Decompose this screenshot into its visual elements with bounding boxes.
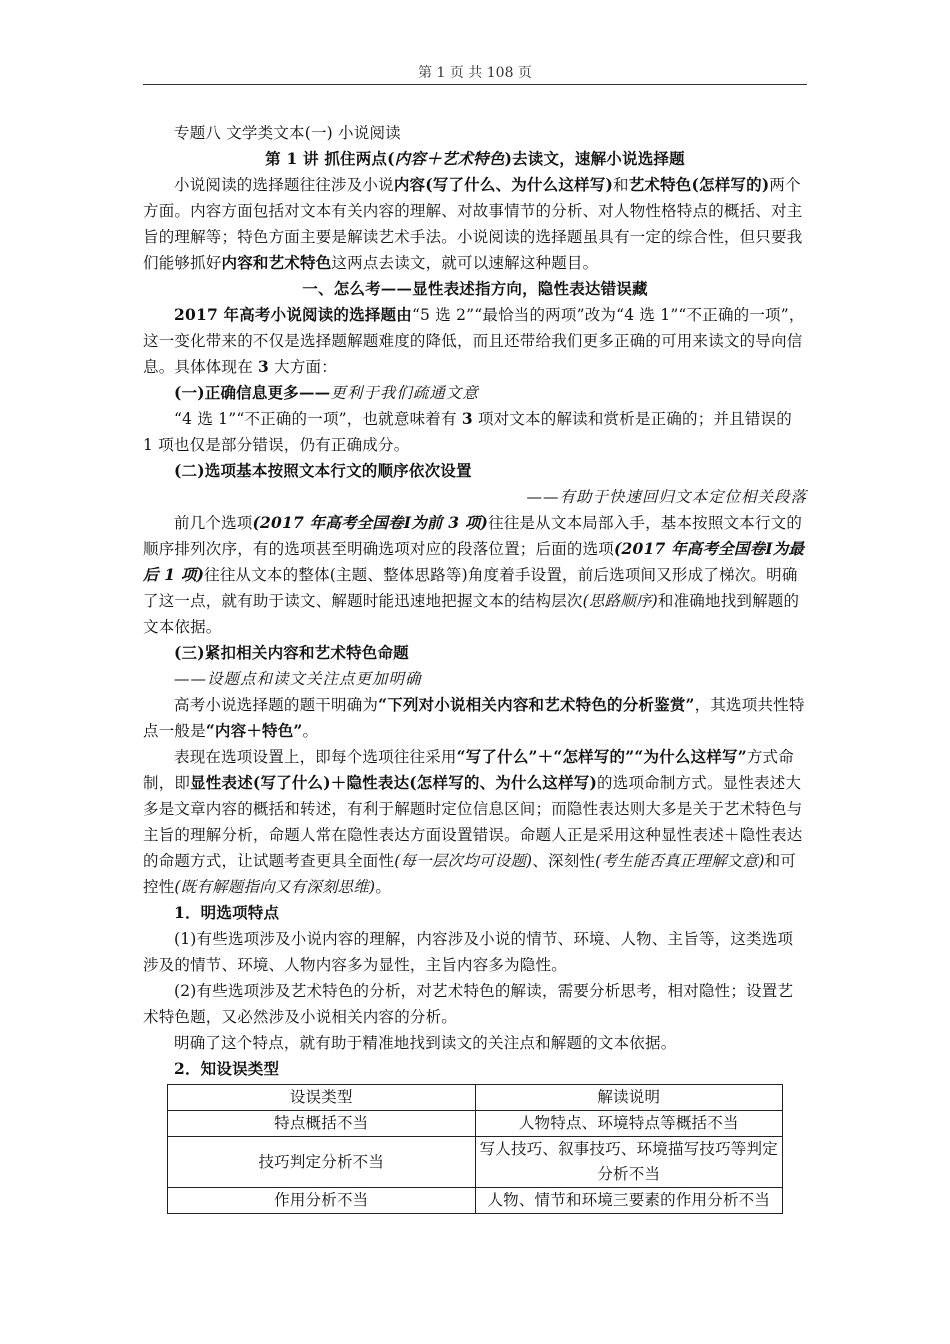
s3p2-j: (既有解题指向又有深刻思维) [174,878,376,896]
s3p2-i: 和可控性 [143,852,797,896]
s3p1-d: “内容＋特色” [205,721,303,740]
table-cell: 人物、情节和环境三要素的作用分析不当 [475,1188,783,1214]
p2017-e: 大方面： [269,358,337,376]
table-row [168,1137,783,1188]
s3p2-b: “写了什么”＋“怎样写的”“为什么这样写” [456,747,747,766]
s1-c: 项对文本的解读和赏析是正确的；并且错误的 1 项也仅是部分错误，仍有正确成分。 [143,410,792,454]
s2-g: 和准确地找到解题的文本依据。 [143,592,800,636]
intro-c: (写了什么、为什么这样写) [425,175,613,194]
p2017-a: 2017 年高考小说阅读的选择题由 [174,305,412,324]
intro-a: 小说阅读的选择题往往涉及小说 [174,176,394,194]
lecture-pre: 第 1 讲 抓住两点( [265,149,395,168]
intro-f: 两个方面。内容方面包括对文本有关内容的理解、对故事情节的分析、对人物性格特点的概括、对主旨的理解等；特色方面主要是解读艺术手法。小说阅读的选择题虽具有一定的综合性，但只要我们能够抓好 [143,176,803,272]
s2-e: 往往从文本的整体(主题、整体思路等)角度着手设置，前后选项间又形成了梯次。明确了这一点，就有助于读文、解题时能迅速地把握文本的结构层次 [143,566,798,610]
s3-paragraph-1 [143,692,807,744]
lecture-title [143,146,807,172]
s2-c: 往往是从文本局部入手，基本按照文本行文的顺序排列次序，有的选项甚至明确选项对应的段落位置；后面的选项 [143,514,803,558]
s3p2-d: 显性表述(写了什么)＋隐性表达(怎样写的、为什么这样写) [190,773,598,792]
intro-d: 和 [613,176,629,194]
s1-paragraph [143,406,807,458]
p2017-d: 3 [258,357,270,376]
s2-title: (二)选项基本按照文本行文的顺序依次设置 [174,461,472,480]
table-row [168,1111,783,1137]
intro-paragraph [143,172,807,276]
lecture-em: 内容＋艺术特色 [394,149,505,168]
s1-heading [143,380,807,406]
intro-e: 艺术特色(怎样写的) [628,175,770,194]
intro-h: 这两点去读文，就可以速解这种题目。 [331,254,599,272]
s3p1-e: 。 [302,722,319,740]
s3p2-a: 表现在选项设置上，即每个选项往往采用 [174,748,457,766]
error-type-table [167,1084,783,1214]
s2-sub: ——有助于快速回归文本定位相关段落 [526,488,807,506]
s3p1-c: ，其选项共性特点一般是 [143,696,805,740]
p2017-c: ，这一变化带来的不仅是选择题解题难度的降低，而且还带给我们更多正确的可用来读文的导向信息。具体体现在 [143,306,805,376]
s3p2-h: (考生能否真正理解文意) [595,852,765,870]
s3p1-b: “下列对小说相关内容和艺术特色的分析鉴赏” [378,695,695,714]
s1-b: 3 [461,409,473,428]
topic-title [143,120,807,146]
heading-2: 2．知设误类型 [174,1059,280,1078]
h1-paragraph-2: (2)有些选项涉及艺术特色的分析，对艺术特色的解读，需要分析思考，相对隐性；设置艺术特色题，又必然涉及小说相关内容的分析。 [143,982,794,1026]
p2017-b: “5 选 2”“最恰当的两项”改为“4 选 1”“不正确的一项” [411,306,789,324]
page-header: 第 1 页 共 108 页 [418,65,532,81]
s1-a: “4 选 1”“不正确的一项”，也就意味着有 [174,410,462,428]
table-cell: 写人技巧、叙事技巧、环境描写技巧等判定分析不当 [475,1137,783,1188]
table-cell: 技巧判定分析不当 [168,1137,476,1188]
s3-sub: ——设题点和读文关注点更加明确 [174,670,422,688]
s2-d: (2017 年高考全国卷Ⅰ为最后 1 项) [143,539,805,584]
s3p2-e: 的选项命制方式。显性表述大多是文章内容的概括和转述，有利于解题时定位信息区间；而隐性表达则大多是关于艺术特色与主旨的理解分析，命题人常在隐性表达方面设置错误。命题人正是采用这种显性表述＋隐性表达的命题方式，让试题考查更具全面性 [143,774,803,870]
s2-b: (2017 年高考全国卷Ⅰ为前 3 项) [252,513,489,532]
s3-paragraph-2 [143,744,807,900]
p2017-paragraph [143,302,807,380]
table-header-cell: 设误类型 [168,1085,476,1111]
table-cell: 人物特点、环境特点等概括不当 [475,1111,783,1137]
header-divider [143,84,807,85]
table-header-cell: 解读说明 [475,1085,783,1111]
s1-title: (一)正确信息更多—— [174,383,331,402]
h1-paragraph-3: 明确了这个特点，就有助于精准地找到读文的关注点和解题的文本依据。 [174,1034,677,1052]
s2-a: 前几个选项 [174,514,253,532]
table-cell: 特点概括不当 [168,1111,476,1137]
lecture-post: )去读文，速解小说选择题 [504,149,685,168]
s2-paragraph [143,510,807,640]
s3p2-g: 、深刻性 [532,852,596,870]
s3-title: (三)紧扣相关内容和艺术特色命题 [174,643,409,662]
section1-title: 一、怎么考——显性表述指方向，隐性表达错误藏 [302,279,648,298]
table-header-row [168,1085,783,1111]
table-cell: 作用分析不当 [168,1188,476,1214]
s3p2-f: (每一层次均可设题) [394,852,533,870]
heading-1: 1．明选项特点 [174,903,280,922]
table-row [168,1188,783,1214]
document-body [143,120,807,1214]
s1-sub: 更利于我们疏通文意 [330,384,479,402]
intro-g: 内容和艺术特色 [221,253,332,272]
intro-b: 内容 [393,175,426,194]
s3p1-a: 高考小说选择题的题干明确为 [174,696,379,714]
h1-paragraph-1: (1)有些选项涉及小说内容的理解，内容涉及小说的情节、环境、人物、主旨等，这类选项涉及的情节、环境、人物内容多为显性，主旨内容多为隐性。 [143,930,794,974]
s3p2-k: 。 [375,878,392,896]
s2-f: (思路顺序) [582,592,658,610]
topic-text: 专题八 文学类文本(一) 小说阅读 [174,124,401,142]
s3p2-c: 方式命制，即 [143,748,794,792]
